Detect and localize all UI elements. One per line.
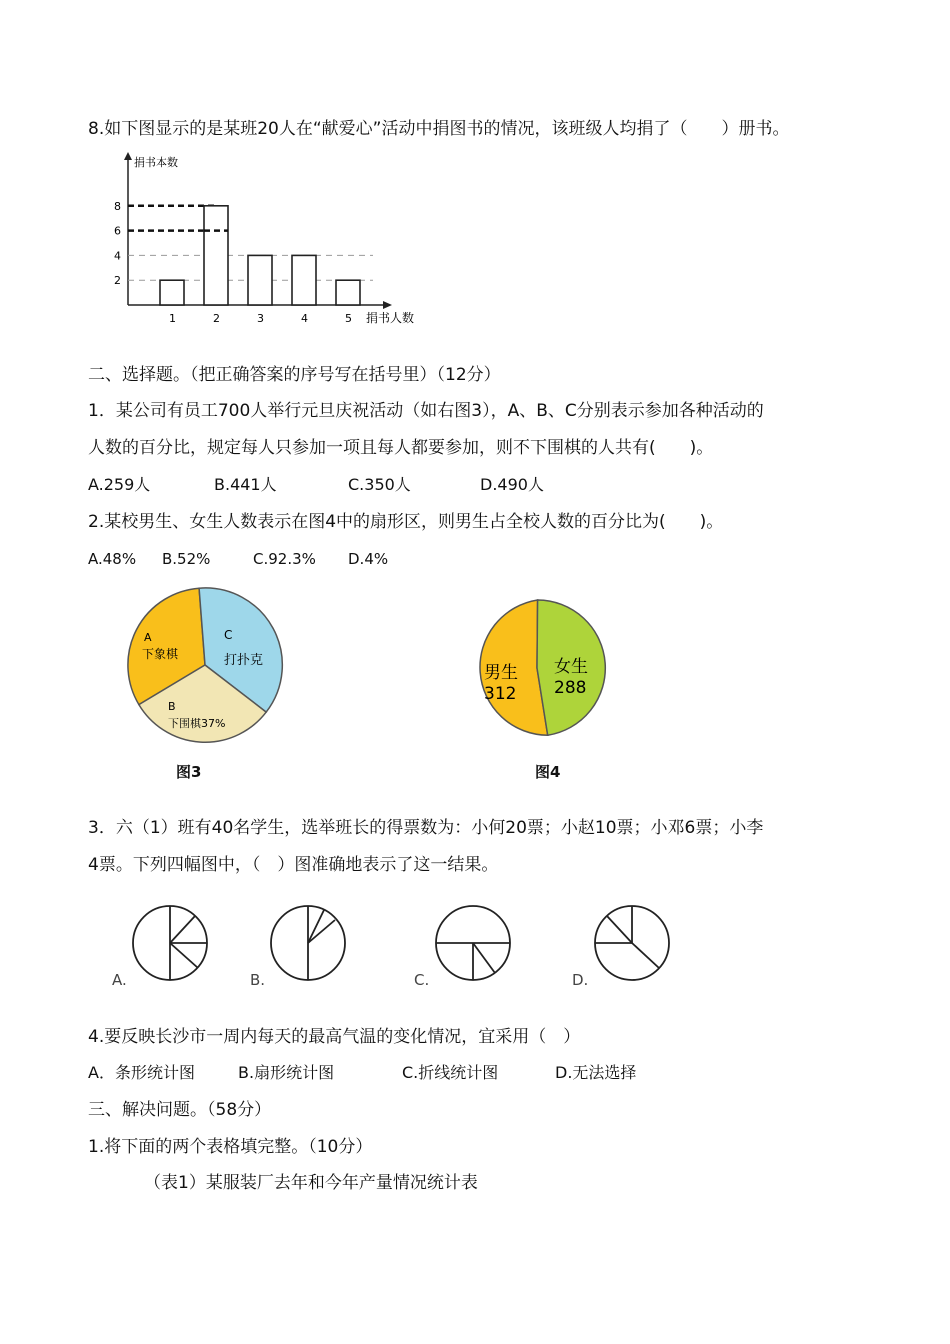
slice-a-letter: A	[144, 631, 152, 644]
question-8: 8.如下图显示的是某班20人在“献爱心”活动中捐图书的情况，该班级人均捐了（ ）册书。	[88, 119, 790, 139]
pie-option-d	[572, 906, 669, 989]
girls-label: 女生	[554, 657, 588, 677]
x-tick-3: 3	[257, 312, 264, 325]
q1-option-d: D.490人	[480, 475, 544, 494]
q2-option-c: C.92.3%	[253, 550, 316, 568]
y-tick-8: 8	[114, 199, 121, 213]
x-axis-label: 捐书人数	[366, 311, 415, 325]
pie-option-c	[414, 906, 510, 989]
boys-value: 312	[484, 684, 517, 704]
figure-4-caption: 图4	[535, 763, 561, 781]
bar-3	[248, 255, 272, 305]
pie-option-d-label: D.	[572, 971, 589, 989]
section-3-heading: 三、解决问题。（58分）	[88, 1100, 272, 1120]
bar-chart	[100, 150, 430, 335]
pie-option-a	[112, 906, 207, 989]
bar-2	[204, 206, 228, 305]
bar-1	[160, 280, 184, 305]
slice-c-label: 打扑克	[224, 653, 264, 668]
figure-4-pie	[460, 590, 610, 750]
x-tick-5: 5	[345, 312, 352, 325]
pie-option-b	[250, 906, 345, 989]
section-2-heading: 二、选择题。（把正确答案的序号写在括号里）（12分）	[88, 365, 501, 385]
q2-option-b: B.52%	[162, 550, 211, 568]
pie-option-c-label: C.	[414, 971, 430, 989]
slice-b-letter: B	[168, 700, 176, 713]
x-tick-1: 1	[169, 312, 176, 325]
y-tick-6: 6	[114, 224, 121, 238]
y-tick-4: 4	[114, 249, 121, 263]
x-tick-2: 2	[213, 312, 220, 325]
girls-value: 288	[554, 678, 587, 698]
slice-b-label: 下围棋37%	[168, 717, 226, 730]
slice-c-letter: C	[224, 628, 233, 642]
q2-option-a: A.48%	[88, 550, 137, 568]
q3-option-pies	[100, 895, 700, 1005]
table-1-title: （表1）某服装厂去年和今年产量情况统计表	[144, 1173, 478, 1193]
q4-option-c: C.折线统计图	[402, 1063, 499, 1082]
q1-option-c: C.350人	[348, 475, 411, 494]
y-axis-label: 捐书本数	[134, 156, 178, 169]
bar-5	[336, 280, 360, 305]
q3-line2: 4票。下列四幅图中，（ ）图准确地表示了这一结果。	[88, 855, 499, 875]
q1-line1: 1．某公司有员工700人举行元旦庆祝活动（如右图3），A、B、C分别表示参加各种活动的	[88, 401, 764, 421]
section-3-q1: 1.将下面的两个表格填完整。（10分）	[88, 1137, 373, 1157]
x-tick-4: 4	[301, 312, 308, 325]
q4-option-b: B.扇形统计图	[238, 1063, 335, 1082]
q1-option-a: A.259人	[88, 475, 151, 494]
q3-line1: 3．六（1）班有40名学生，选举班长的得票数为：小何20票；小赵10票；小邓6票；小李	[88, 818, 764, 838]
q4-option-d: D.无法选择	[555, 1063, 637, 1082]
figure-3-caption: 图3	[176, 763, 202, 781]
q1-line2: 人数的百分比，规定每人只参加一项且每人都要参加，则不下围棋的人共有( )。	[88, 438, 714, 458]
q2-option-d: D.4%	[348, 550, 389, 568]
q2-line: 2.某校男生、女生人数表示在图4中的扇形区，则男生占全校人数的百分比为( )。	[88, 512, 724, 532]
x-axis-arrow	[383, 301, 392, 309]
pie-option-b-label: B.	[250, 971, 266, 989]
y-tick-2: 2	[114, 274, 121, 288]
y-axis-arrow	[124, 152, 132, 160]
slice-a-label: 下象棋	[142, 647, 179, 661]
pie-option-a-label: A.	[112, 971, 127, 989]
bar-4	[292, 255, 316, 305]
figure-3-pie	[120, 585, 300, 755]
boys-label: 男生	[484, 663, 518, 683]
q4-option-a: A．条形统计图	[88, 1063, 195, 1082]
q4-line: 4.要反映长沙市一周内每天的最高气温的变化情况，宜采用（ ）	[88, 1027, 581, 1047]
q1-option-b: B.441人	[214, 475, 277, 494]
